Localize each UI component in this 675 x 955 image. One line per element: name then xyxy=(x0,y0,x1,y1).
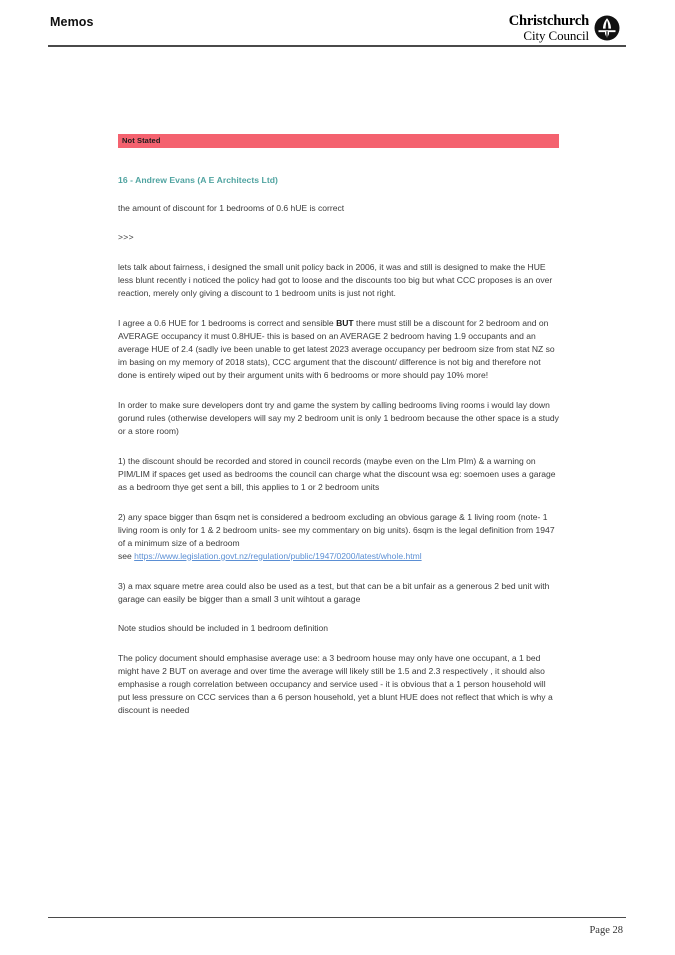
quote-marker: >>> xyxy=(118,231,134,242)
christchurch-city-council-emblem-icon xyxy=(594,15,620,41)
page-title: Memos xyxy=(50,15,94,29)
christchurch-city-council-logo xyxy=(509,14,620,42)
ground-rules-paragraph: In order to make sure developers dont try and game the system by calling bedrooms living rooms i would lay down gorund rules (otherwise developers will say my 2 bedroom unit is only 1 bedroom because the other space is a study or a store room) xyxy=(118,399,559,436)
point-1: 1) the discount should be recorded and stored in council records (maybe even on the LIm PIm) & a warning on PIM/LIM if spaces get used as bedrooms the council can charge what the discount wsa eg: soemoen uses a garage as a bedroom thye get sent a bill, this applies to 1 or 2 bedroom units xyxy=(118,455,556,492)
fairness-paragraph: lets talk about fairness, i designed the small unit policy back in 2006, it was and still is designed to make the HUE less blunt recently i noticed the policy had got to loose and the discounts too big but what CCC proposes is an over reaction, merely only giving a discount to 1 bedroom units is just not right. xyxy=(118,261,553,298)
page-footer xyxy=(0,910,675,955)
intro-statement: the amount of discount for 1 bedrooms of 0.6 hUE is correct xyxy=(118,203,345,213)
page-header xyxy=(0,0,675,52)
studios-note: Note studios should be included in 1 bedroom definition xyxy=(118,623,329,634)
brand-line-city-council: City Council xyxy=(523,27,589,43)
submitter-heading: 16 - Andrew Evans (A E Architects Ltd) xyxy=(118,175,278,185)
footer-divider xyxy=(48,917,626,918)
submission-content xyxy=(118,134,559,717)
page-number: Page 28 xyxy=(589,925,623,936)
status-badge: Not Stated xyxy=(118,134,559,148)
brand-line-christchurch: Christchurch xyxy=(508,13,589,29)
header-divider xyxy=(48,45,626,47)
hue-agreement-paragraph: I agree a 0.6 HUE for 1 bedrooms is correct and sensible BUT there must still be a discount for 2 bedroom and on AVERAGE occupancy it must 0.8HUE- this is based on an AVERAGE 2 bedroom having 1.9 occupants and an average HUE of 2.4 (sadly ive been unable to get latest 2023 average occupancy per bedroom size from stat NZ so im basing on my memory of 2018 stats), CCC argument that the discount/ difference is not big and therefore not done is entirely wiped out by their argument units with 6 bedrooms or more should pay 10% more! xyxy=(118,317,555,380)
point-2: 2) any space bigger than 6sqm net is considered a bedroom excluding an obvious garage & 1 living room (note- 1 living room is only for 1 & 2 bedroom units- see my commentary on big units). 6sqm is the legal definition from 1947 of a minimum size of a bedroom see https://www.legislation.govt.nz/regulation/public/1947/0200/latest/whole.html xyxy=(118,511,555,561)
submission-body xyxy=(118,202,559,717)
policy-emphasis-paragraph: The policy document should emphasise average use: a 3 bedroom house may only have one occupant, a 1 bed might have 2 BUT on average and over time the average will likely still be 1.5 and 2.3 respectively , it should also emphasise a rough correlation between occupancy and service used - it is obvious that a 1 person household will put less pressure on CCC services than a 6 person household, yet a blunt HUE does not reflect that which is why a discount is needed xyxy=(118,653,553,716)
point-3: 3) a max square metre area could also be used as a test, but that can be a bit unfair as a generous 2 bed unit with garage can easily be bigger than a small 3 unit wihtout a garage xyxy=(118,580,550,604)
emphasis-text: BUT xyxy=(336,317,354,328)
brand-wordmark xyxy=(509,14,589,42)
legislation-link[interactable]: https://www.legislation.govt.nz/regulation/public/1947/0200/latest/whole.html xyxy=(134,550,422,561)
